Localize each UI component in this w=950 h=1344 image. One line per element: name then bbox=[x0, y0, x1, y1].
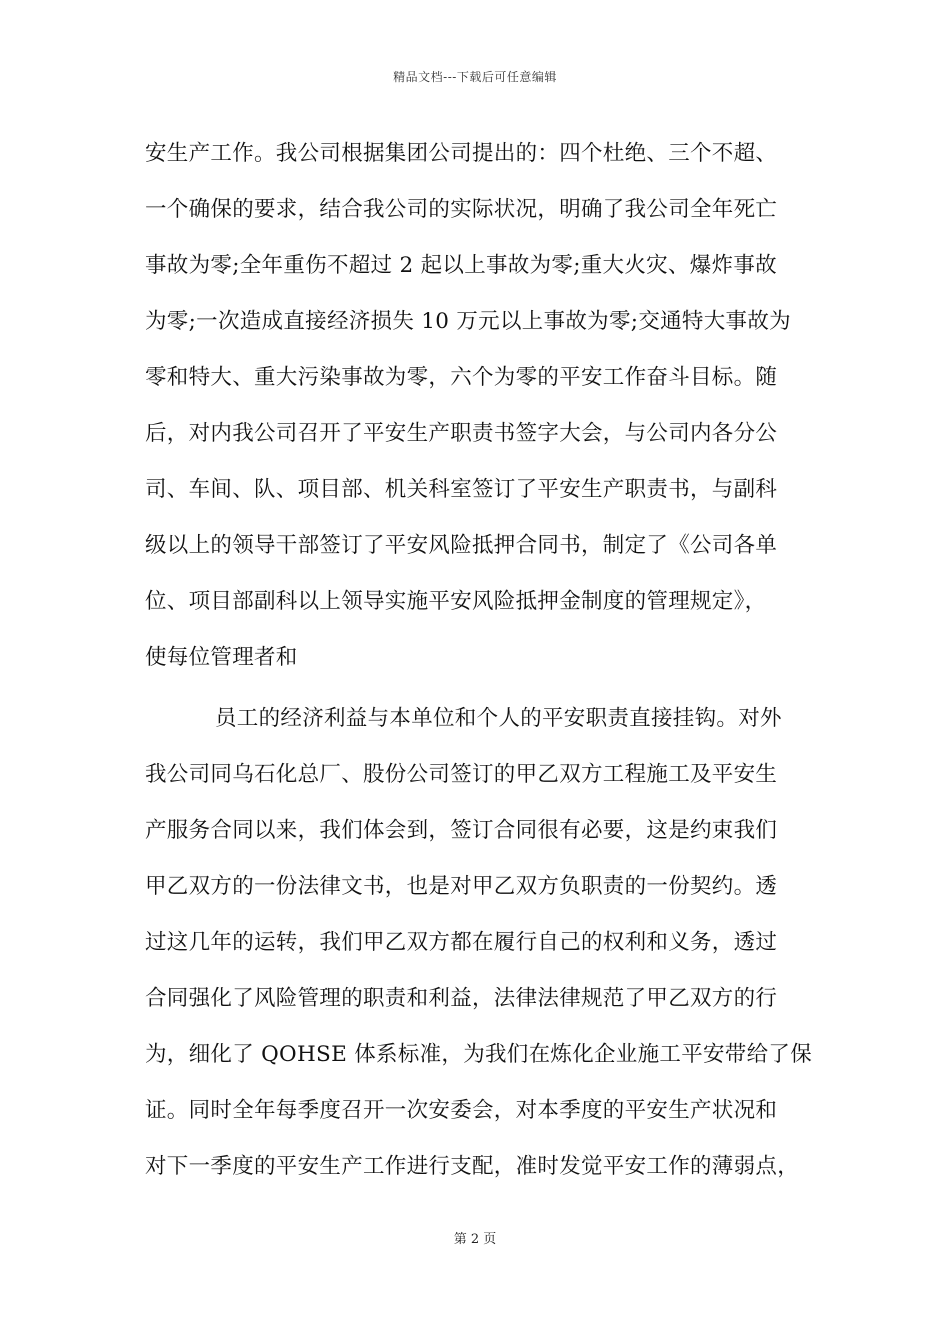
paragraph-first-line: 员工的经济利益与本单位和个人的平安职责直接挂钩。对外 bbox=[215, 706, 782, 731]
text-line: 合同强化了风险管理的职责和利益，法律法律规范了甲乙双方的行 bbox=[145, 986, 778, 1011]
text-line: 甲乙双方的一份法律文书，也是对甲乙双方负职责的一份契约。透 bbox=[145, 874, 778, 899]
text-line: 我公司同乌石化总厂、股份公司签订的甲乙双方工程施工及平安生 bbox=[145, 762, 778, 787]
document-body bbox=[145, 126, 810, 1195]
text-line: 后，对内我公司召开了平安生产职责书签字大会，与公司内各分公 bbox=[145, 421, 778, 446]
text-line: 事故为零;全年重伤不超过 2 起以上事故为零;重大火灾、爆炸事故 bbox=[145, 253, 777, 278]
page-header: 精品文档---下载后可任意编辑 bbox=[393, 70, 557, 84]
text-line: 为零;一次造成直接经济损失 10 万元以上事故为零;交通特大事故为 bbox=[145, 309, 791, 334]
text-line: 使每位管理者和 bbox=[145, 645, 298, 670]
page-number: 第 2 页 bbox=[453, 1232, 497, 1247]
text-line: 零和特大、重大污染事故为零，六个为零的平安工作奋斗目标。随 bbox=[145, 365, 778, 390]
text-line: 一个确保的要求，结合我公司的实际状况，明确了我公司全年死亡 bbox=[145, 197, 778, 222]
text-line: 级以上的领导干部签订了平安风险抵押合同书，制定了《公司各单 bbox=[145, 533, 778, 558]
text-line: 证。同时全年每季度召开一次安委会，对本季度的平安生产状况和 bbox=[145, 1098, 778, 1123]
text-line: 过这几年的运转，我们甲乙双方都在履行自己的权利和义务，透过 bbox=[145, 930, 778, 955]
text-line: 为，细化了 QOHSE 体系标准，为我们在炼化企业施工平安带给了保 bbox=[145, 1042, 812, 1067]
text-line: 对下一季度的平安生产工作进行支配，准时发觉平安工作的薄弱点， bbox=[145, 1154, 800, 1179]
text-line: 产服务合同以来，我们体会到，签订合同很有必要，这是约束我们 bbox=[145, 818, 778, 843]
text-line: 安生产工作。我公司根据集团公司提出的：四个杜绝、三个不超、 bbox=[145, 141, 778, 166]
text-line: 司、车间、队、项目部、机关科室签订了平安生产职责书，与副科 bbox=[145, 477, 778, 502]
text-line: 位、项目部副科以上领导实施平安风险抵押金制度的管理规定》， bbox=[145, 589, 767, 614]
